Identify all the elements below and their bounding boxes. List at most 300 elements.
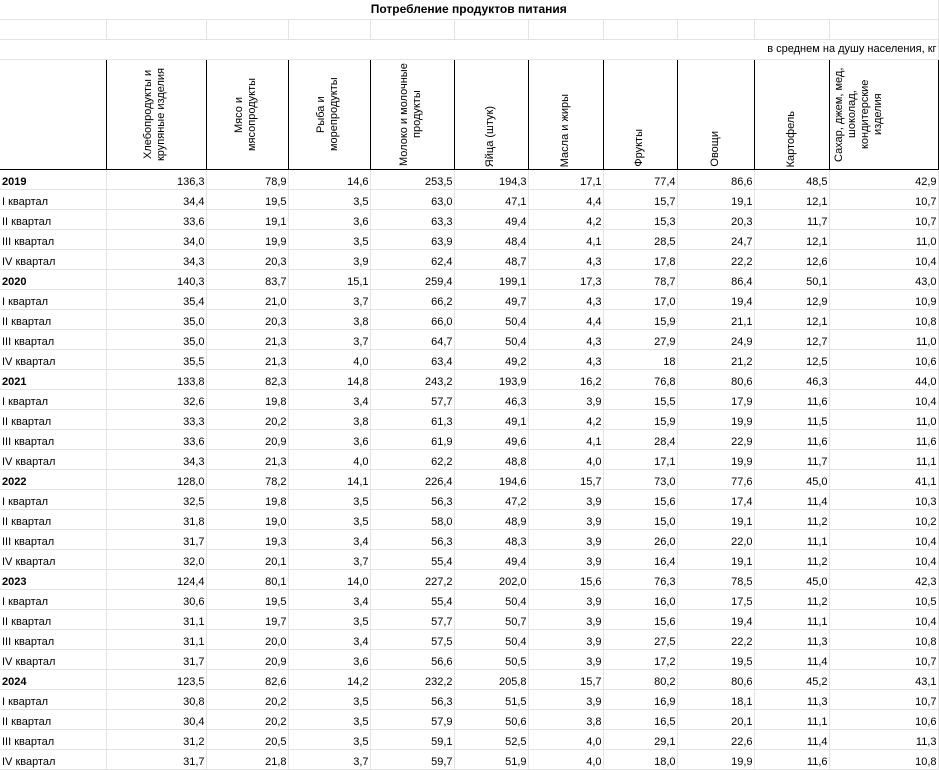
table-cell[interactable]: 19,0 (206, 510, 288, 530)
table-cell[interactable]: 48,4 (454, 230, 528, 250)
table-cell[interactable]: 63,9 (370, 230, 454, 250)
table-cell[interactable]: 21,2 (677, 350, 754, 370)
table-cell[interactable]: 10,5 (829, 590, 938, 610)
table-cell[interactable]: 56,6 (370, 650, 454, 670)
row-label[interactable]: I квартал (0, 290, 106, 310)
table-cell[interactable]: 44,0 (829, 370, 938, 390)
row-label[interactable]: 2022 (0, 470, 106, 490)
table-cell[interactable]: 48,5 (754, 170, 829, 190)
column-header[interactable] (454, 60, 528, 170)
table-cell[interactable]: 20,3 (206, 310, 288, 330)
table-cell[interactable]: 63,3 (370, 210, 454, 230)
table-cell[interactable]: 4,0 (288, 350, 370, 370)
table-cell[interactable]: 11,3 (829, 730, 938, 750)
table-cell[interactable]: 30,6 (106, 590, 206, 610)
table-cell[interactable]: 56,3 (370, 490, 454, 510)
table-cell[interactable]: 124,4 (106, 570, 206, 590)
table-cell[interactable]: 32,0 (106, 550, 206, 570)
table-cell[interactable]: 10,8 (829, 750, 938, 770)
table-cell[interactable]: 31,8 (106, 510, 206, 530)
table-cell[interactable]: 15,7 (603, 190, 677, 210)
table-cell[interactable]: 83,7 (206, 270, 288, 290)
table-cell[interactable]: 19,1 (206, 210, 288, 230)
table-cell[interactable]: 27,5 (603, 630, 677, 650)
table-cell[interactable]: 3,4 (288, 590, 370, 610)
table-cell[interactable]: 19,9 (206, 230, 288, 250)
table-cell[interactable]: 47,1 (454, 190, 528, 210)
table-cell[interactable]: 86,4 (677, 270, 754, 290)
table-cell[interactable]: 35,0 (106, 330, 206, 350)
table-cell[interactable]: 34,4 (106, 190, 206, 210)
table-cell[interactable]: 50,5 (454, 650, 528, 670)
table-cell[interactable]: 3,8 (528, 710, 603, 730)
table-cell[interactable]: 55,4 (370, 590, 454, 610)
table-cell[interactable]: 56,3 (370, 530, 454, 550)
table-cell[interactable]: 35,4 (106, 290, 206, 310)
table-cell[interactable]: 82,3 (206, 370, 288, 390)
table-cell[interactable]: 31,7 (106, 750, 206, 770)
table-cell[interactable]: 58,0 (370, 510, 454, 530)
table-cell[interactable]: 42,9 (829, 170, 938, 190)
table-cell[interactable]: 31,1 (106, 610, 206, 630)
table-cell[interactable]: 51,9 (454, 750, 528, 770)
table-cell[interactable]: 4,0 (528, 750, 603, 770)
table-cell[interactable]: 27,9 (603, 330, 677, 350)
table-cell[interactable]: 77,4 (603, 170, 677, 190)
row-label[interactable]: II квартал (0, 510, 106, 530)
table-cell[interactable]: 12,6 (754, 250, 829, 270)
table-cell[interactable]: 3,5 (288, 230, 370, 250)
table-cell[interactable]: 3,4 (288, 630, 370, 650)
table-cell[interactable]: 11,6 (754, 750, 829, 770)
row-label[interactable]: I квартал (0, 590, 106, 610)
table-cell[interactable]: 48,8 (454, 450, 528, 470)
table-cell[interactable]: 35,0 (106, 310, 206, 330)
table-cell[interactable]: 86,6 (677, 170, 754, 190)
row-label[interactable]: III квартал (0, 330, 106, 350)
row-label[interactable]: 2021 (0, 370, 106, 390)
table-cell[interactable]: 3,6 (288, 430, 370, 450)
table-cell[interactable]: 19,9 (677, 750, 754, 770)
table-cell[interactable]: 11,7 (754, 450, 829, 470)
table-cell[interactable]: 136,3 (106, 170, 206, 190)
table-cell[interactable]: 20,9 (206, 650, 288, 670)
table-cell[interactable]: 4,0 (528, 730, 603, 750)
table-cell[interactable]: 11,4 (754, 490, 829, 510)
table-cell[interactable]: 57,7 (370, 390, 454, 410)
table-cell[interactable]: 11,6 (754, 430, 829, 450)
table-cell[interactable]: 14,6 (288, 170, 370, 190)
table-cell[interactable]: 20,9 (206, 430, 288, 450)
table-cell[interactable]: 62,4 (370, 250, 454, 270)
table-cell[interactable]: 45,0 (754, 570, 829, 590)
table-cell[interactable]: 73,0 (603, 470, 677, 490)
table-cell[interactable]: 12,1 (754, 230, 829, 250)
table-cell[interactable]: 34,3 (106, 250, 206, 270)
table-cell[interactable]: 63,0 (370, 190, 454, 210)
row-label[interactable]: III квартал (0, 430, 106, 450)
table-cell[interactable]: 80,2 (603, 670, 677, 690)
table-cell[interactable]: 17,2 (603, 650, 677, 670)
table-cell[interactable]: 51,5 (454, 690, 528, 710)
table-cell[interactable]: 17,5 (677, 590, 754, 610)
table-cell[interactable]: 16,4 (603, 550, 677, 570)
table-cell[interactable]: 199,1 (454, 270, 528, 290)
table-cell[interactable]: 12,1 (754, 310, 829, 330)
table-cell[interactable]: 3,7 (288, 550, 370, 570)
column-header[interactable] (677, 60, 754, 170)
table-cell[interactable]: 227,2 (370, 570, 454, 590)
table-cell[interactable]: 17,0 (603, 290, 677, 310)
table-cell[interactable]: 20,2 (206, 690, 288, 710)
table-cell[interactable]: 59,1 (370, 730, 454, 750)
table-cell[interactable]: 34,3 (106, 450, 206, 470)
table-cell[interactable]: 10,3 (829, 490, 938, 510)
table-cell[interactable]: 50,6 (454, 710, 528, 730)
table-cell[interactable]: 4,3 (528, 250, 603, 270)
table-cell[interactable]: 46,3 (454, 390, 528, 410)
table-cell[interactable]: 10,7 (829, 650, 938, 670)
table-cell[interactable]: 19,9 (677, 450, 754, 470)
table-cell[interactable]: 31,7 (106, 650, 206, 670)
table-cell[interactable]: 41,1 (829, 470, 938, 490)
table-cell[interactable]: 10,6 (829, 710, 938, 730)
table-cell[interactable]: 11,0 (829, 330, 938, 350)
table-cell[interactable]: 43,1 (829, 670, 938, 690)
table-cell[interactable]: 3,9 (528, 510, 603, 530)
table-cell[interactable]: 193,9 (454, 370, 528, 390)
table-cell[interactable]: 4,2 (528, 410, 603, 430)
table-cell[interactable]: 4,3 (528, 290, 603, 310)
table-cell[interactable]: 15,7 (528, 470, 603, 490)
row-label[interactable]: IV квартал (0, 450, 106, 470)
row-label[interactable]: IV квартал (0, 350, 106, 370)
table-cell[interactable]: 21,3 (206, 330, 288, 350)
table-cell[interactable]: 82,6 (206, 670, 288, 690)
table-cell[interactable]: 10,9 (829, 290, 938, 310)
table-cell[interactable]: 17,1 (528, 170, 603, 190)
table-cell[interactable]: 33,6 (106, 430, 206, 450)
table-cell[interactable]: 24,7 (677, 230, 754, 250)
table-cell[interactable]: 11,2 (754, 590, 829, 610)
table-cell[interactable]: 49,6 (454, 430, 528, 450)
table-cell[interactable]: 3,8 (288, 310, 370, 330)
table-cell[interactable]: 19,4 (677, 610, 754, 630)
table-cell[interactable]: 14,0 (288, 570, 370, 590)
column-header[interactable] (603, 60, 677, 170)
table-cell[interactable]: 18,1 (677, 690, 754, 710)
table-cell[interactable]: 194,3 (454, 170, 528, 190)
table-cell[interactable]: 76,3 (603, 570, 677, 590)
table-cell[interactable]: 3,9 (528, 530, 603, 550)
table-cell[interactable]: 20,1 (206, 550, 288, 570)
row-label[interactable]: II квартал (0, 310, 106, 330)
table-cell[interactable]: 64,7 (370, 330, 454, 350)
table-cell[interactable]: 48,3 (454, 530, 528, 550)
table-cell[interactable]: 24,9 (677, 330, 754, 350)
table-cell[interactable]: 22,6 (677, 730, 754, 750)
column-header[interactable] (754, 60, 829, 170)
table-cell[interactable]: 11,0 (829, 410, 938, 430)
table-cell[interactable]: 4,4 (528, 190, 603, 210)
table-cell[interactable]: 45,2 (754, 670, 829, 690)
table-cell[interactable]: 28,5 (603, 230, 677, 250)
table-cell[interactable]: 4,3 (528, 330, 603, 350)
table-cell[interactable]: 133,8 (106, 370, 206, 390)
table-cell[interactable]: 31,2 (106, 730, 206, 750)
table-cell[interactable]: 63,4 (370, 350, 454, 370)
table-cell[interactable]: 3,8 (288, 410, 370, 430)
table-cell[interactable]: 21,3 (206, 350, 288, 370)
table-cell[interactable]: 19,4 (677, 290, 754, 310)
row-label[interactable]: II квартал (0, 410, 106, 430)
table-cell[interactable]: 22,9 (677, 430, 754, 450)
table-cell[interactable]: 21,1 (677, 310, 754, 330)
table-cell[interactable]: 14,1 (288, 470, 370, 490)
table-cell[interactable]: 202,0 (454, 570, 528, 590)
table-cell[interactable]: 57,9 (370, 710, 454, 730)
table-cell[interactable]: 80,6 (677, 370, 754, 390)
table-cell[interactable]: 19,5 (206, 590, 288, 610)
table-cell[interactable]: 19,1 (677, 510, 754, 530)
table-cell[interactable]: 10,7 (829, 190, 938, 210)
table-cell[interactable]: 3,6 (288, 650, 370, 670)
table-cell[interactable]: 12,7 (754, 330, 829, 350)
table-cell[interactable]: 11,4 (754, 650, 829, 670)
table-cell[interactable]: 16,5 (603, 710, 677, 730)
column-header[interactable] (528, 60, 603, 170)
table-cell[interactable]: 33,6 (106, 210, 206, 230)
table-cell[interactable]: 26,0 (603, 530, 677, 550)
table-cell[interactable]: 10,7 (829, 690, 938, 710)
table-cell[interactable]: 76,8 (603, 370, 677, 390)
table-cell[interactable]: 3,7 (288, 330, 370, 350)
table-cell[interactable]: 10,2 (829, 510, 938, 530)
table-cell[interactable]: 19,1 (677, 190, 754, 210)
table-cell[interactable]: 77,6 (677, 470, 754, 490)
row-label[interactable]: III квартал (0, 630, 106, 650)
column-header[interactable] (288, 60, 370, 170)
table-cell[interactable]: 20,3 (677, 210, 754, 230)
table-cell[interactable]: 49,4 (454, 550, 528, 570)
table-cell[interactable]: 32,5 (106, 490, 206, 510)
table-cell[interactable]: 194,6 (454, 470, 528, 490)
table-cell[interactable]: 19,3 (206, 530, 288, 550)
table-cell[interactable]: 140,3 (106, 270, 206, 290)
table-cell[interactable]: 15,9 (603, 310, 677, 330)
table-cell[interactable]: 232,2 (370, 670, 454, 690)
table-cell[interactable]: 11,3 (754, 630, 829, 650)
table-cell[interactable]: 11,4 (754, 730, 829, 750)
table-cell[interactable]: 19,1 (677, 550, 754, 570)
table-cell[interactable]: 49,4 (454, 210, 528, 230)
row-label[interactable]: III квартал (0, 530, 106, 550)
table-cell[interactable]: 11,6 (829, 430, 938, 450)
table-cell[interactable]: 50,1 (754, 270, 829, 290)
column-header[interactable] (829, 60, 938, 170)
table-cell[interactable]: 62,2 (370, 450, 454, 470)
table-cell[interactable]: 17,3 (528, 270, 603, 290)
table-cell[interactable]: 3,9 (528, 630, 603, 650)
table-cell[interactable]: 52,5 (454, 730, 528, 750)
table-cell[interactable]: 19,8 (206, 390, 288, 410)
table-cell[interactable]: 80,6 (677, 670, 754, 690)
table-cell[interactable]: 3,7 (288, 750, 370, 770)
table-cell[interactable]: 3,5 (288, 730, 370, 750)
table-cell[interactable]: 49,7 (454, 290, 528, 310)
table-cell[interactable]: 14,2 (288, 670, 370, 690)
table-cell[interactable]: 50,4 (454, 310, 528, 330)
table-cell[interactable]: 30,4 (106, 710, 206, 730)
table-cell[interactable]: 226,4 (370, 470, 454, 490)
table-cell[interactable]: 11,1 (754, 710, 829, 730)
table-cell[interactable]: 11,0 (829, 230, 938, 250)
table-cell[interactable]: 4,1 (528, 230, 603, 250)
table-cell[interactable]: 18,0 (603, 750, 677, 770)
table-cell[interactable]: 31,7 (106, 530, 206, 550)
table-cell[interactable]: 33,3 (106, 410, 206, 430)
row-label[interactable]: II квартал (0, 710, 106, 730)
table-cell[interactable]: 20,2 (206, 410, 288, 430)
table-cell[interactable]: 21,3 (206, 450, 288, 470)
table-cell[interactable]: 31,1 (106, 630, 206, 650)
table-cell[interactable]: 46,3 (754, 370, 829, 390)
table-cell[interactable]: 3,9 (528, 490, 603, 510)
table-cell[interactable]: 50,7 (454, 610, 528, 630)
table-cell[interactable]: 3,4 (288, 390, 370, 410)
table-cell[interactable]: 66,0 (370, 310, 454, 330)
table-cell[interactable]: 50,4 (454, 330, 528, 350)
table-cell[interactable]: 45,0 (754, 470, 829, 490)
table-cell[interactable]: 29,1 (603, 730, 677, 750)
table-cell[interactable]: 11,3 (754, 690, 829, 710)
table-cell[interactable]: 66,2 (370, 290, 454, 310)
table-cell[interactable]: 56,3 (370, 690, 454, 710)
table-cell[interactable]: 3,9 (528, 610, 603, 630)
table-cell[interactable]: 15,7 (528, 670, 603, 690)
table-cell[interactable]: 34,0 (106, 230, 206, 250)
table-cell[interactable]: 78,5 (677, 570, 754, 590)
table-cell[interactable]: 21,0 (206, 290, 288, 310)
table-cell[interactable]: 11,2 (754, 510, 829, 530)
table-cell[interactable]: 128,0 (106, 470, 206, 490)
row-label[interactable]: I квартал (0, 690, 106, 710)
table-cell[interactable]: 10,4 (829, 550, 938, 570)
table-cell[interactable]: 17,8 (603, 250, 677, 270)
table-cell[interactable]: 61,9 (370, 430, 454, 450)
table-cell[interactable]: 35,5 (106, 350, 206, 370)
table-cell[interactable]: 19,5 (677, 650, 754, 670)
table-cell[interactable]: 12,1 (754, 190, 829, 210)
table-cell[interactable]: 205,8 (454, 670, 528, 690)
table-cell[interactable]: 4,0 (528, 450, 603, 470)
table-cell[interactable]: 20,5 (206, 730, 288, 750)
table-cell[interactable]: 10,7 (829, 210, 938, 230)
table-cell[interactable]: 4,4 (528, 310, 603, 330)
table-cell[interactable]: 3,9 (528, 690, 603, 710)
table-cell[interactable]: 12,9 (754, 290, 829, 310)
column-header[interactable] (370, 60, 454, 170)
table-cell[interactable]: 50,4 (454, 630, 528, 650)
row-label[interactable]: 2023 (0, 570, 106, 590)
row-label[interactable]: IV квартал (0, 550, 106, 570)
table-cell[interactable]: 61,3 (370, 410, 454, 430)
row-label[interactable]: I квартал (0, 490, 106, 510)
table-cell[interactable]: 16,2 (528, 370, 603, 390)
table-cell[interactable]: 3,4 (288, 530, 370, 550)
table-cell[interactable]: 17,9 (677, 390, 754, 410)
row-label[interactable]: IV квартал (0, 650, 106, 670)
table-cell[interactable]: 3,9 (528, 590, 603, 610)
table-cell[interactable]: 15,6 (603, 610, 677, 630)
table-cell[interactable]: 19,7 (206, 610, 288, 630)
table-cell[interactable]: 42,3 (829, 570, 938, 590)
table-cell[interactable]: 14,8 (288, 370, 370, 390)
table-cell[interactable]: 3,5 (288, 490, 370, 510)
table-cell[interactable]: 15,6 (528, 570, 603, 590)
table-cell[interactable]: 18 (603, 350, 677, 370)
table-cell[interactable]: 20,1 (677, 710, 754, 730)
table-cell[interactable]: 80,1 (206, 570, 288, 590)
table-cell[interactable]: 78,7 (603, 270, 677, 290)
row-label[interactable]: 2020 (0, 270, 106, 290)
table-cell[interactable]: 20,2 (206, 710, 288, 730)
table-cell[interactable]: 3,9 (288, 250, 370, 270)
table-cell[interactable]: 11,1 (829, 450, 938, 470)
table-cell[interactable]: 3,9 (528, 390, 603, 410)
table-cell[interactable]: 28,4 (603, 430, 677, 450)
table-cell[interactable]: 3,5 (288, 710, 370, 730)
table-cell[interactable]: 32,6 (106, 390, 206, 410)
table-cell[interactable]: 10,6 (829, 350, 938, 370)
table-cell[interactable]: 78,9 (206, 170, 288, 190)
table-cell[interactable]: 57,7 (370, 610, 454, 630)
table-cell[interactable]: 3,5 (288, 510, 370, 530)
table-cell[interactable]: 17,4 (677, 490, 754, 510)
table-cell[interactable]: 3,9 (528, 650, 603, 670)
table-cell[interactable]: 19,9 (677, 410, 754, 430)
table-cell[interactable]: 78,2 (206, 470, 288, 490)
table-cell[interactable]: 4,3 (528, 350, 603, 370)
table-cell[interactable]: 11,5 (754, 410, 829, 430)
table-cell[interactable]: 30,8 (106, 690, 206, 710)
table-cell[interactable]: 243,2 (370, 370, 454, 390)
table-cell[interactable]: 3,5 (288, 190, 370, 210)
table-cell[interactable]: 48,7 (454, 250, 528, 270)
table-cell[interactable]: 253,5 (370, 170, 454, 190)
table-cell[interactable]: 50,4 (454, 590, 528, 610)
table-cell[interactable]: 20,3 (206, 250, 288, 270)
row-label[interactable]: IV квартал (0, 250, 106, 270)
table-cell[interactable]: 12,5 (754, 350, 829, 370)
column-header[interactable] (206, 60, 288, 170)
table-cell[interactable]: 123,5 (106, 670, 206, 690)
table-cell[interactable]: 20,0 (206, 630, 288, 650)
table-cell[interactable]: 4,0 (288, 450, 370, 470)
table-cell[interactable]: 3,6 (288, 210, 370, 230)
table-cell[interactable]: 4,2 (528, 210, 603, 230)
table-cell[interactable]: 11,6 (754, 390, 829, 410)
table-cell[interactable]: 15,5 (603, 390, 677, 410)
table-cell[interactable]: 15,9 (603, 410, 677, 430)
table-cell[interactable]: 19,5 (206, 190, 288, 210)
table-cell[interactable]: 15,6 (603, 490, 677, 510)
table-cell[interactable]: 59,7 (370, 750, 454, 770)
row-label[interactable]: III квартал (0, 730, 106, 750)
table-cell[interactable]: 10,4 (829, 610, 938, 630)
table-cell[interactable]: 10,4 (829, 250, 938, 270)
column-header[interactable] (106, 60, 206, 170)
